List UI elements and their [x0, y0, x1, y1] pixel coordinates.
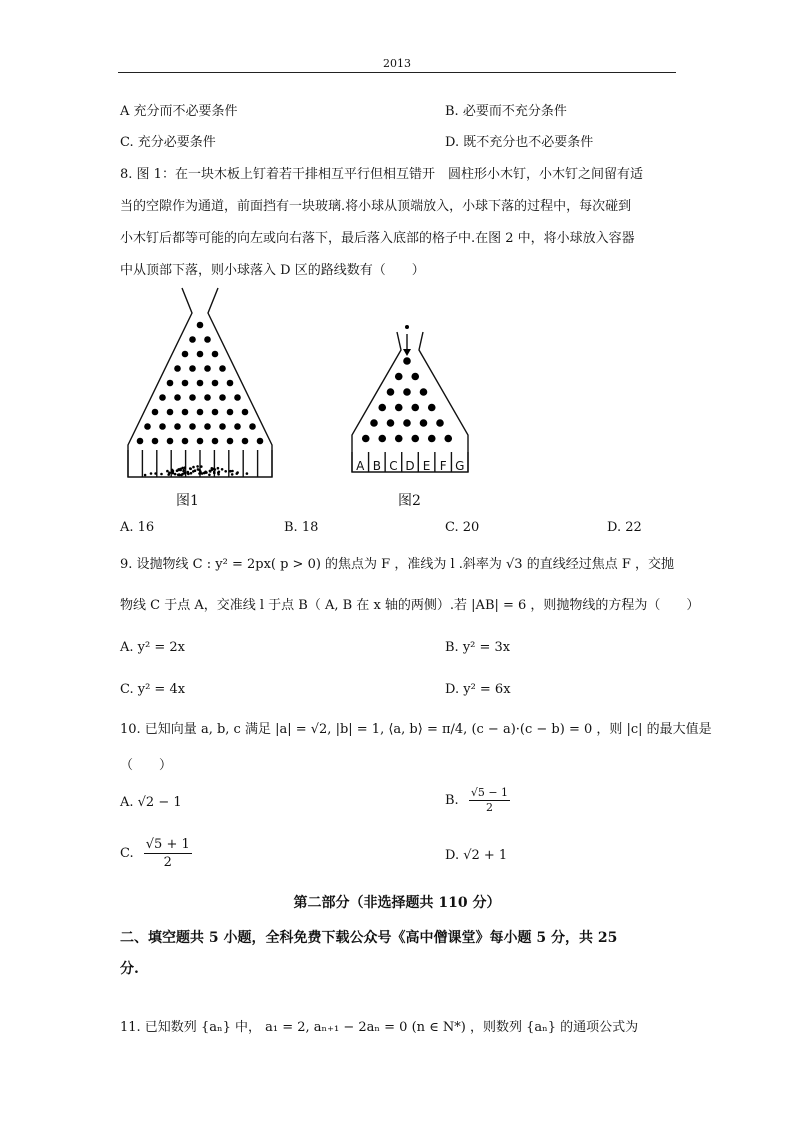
q9-line-2: 物线 C 于点 A，交准线 l 于点 B（ A, B 在 x 轴的两侧）.若 |AB| = 6 ，则抛物线的方程为（ ） [120, 598, 700, 613]
fig1-peg [167, 438, 174, 445]
q8-line-4: 中从顶部下落，则小球落入 D 区的路线数有（ ） [120, 263, 425, 278]
fig1-ball [231, 470, 234, 473]
fig1-ball [192, 466, 195, 469]
fig1-ball [197, 468, 200, 471]
fig1-ball [196, 465, 199, 468]
fig2-peg [362, 435, 370, 443]
q7-option-b: B. 必要而不充分条件 [445, 104, 567, 119]
fig2-peg [420, 419, 428, 427]
q8-line-2: 当的空隙作为通道，前面挡有一块玻璃.将小球从顶端放入，小球下落的过程中，每次碰到 [120, 199, 632, 214]
fig1-ball [224, 470, 227, 473]
fig1-ball [204, 471, 207, 474]
fig2-peg [387, 388, 395, 396]
fig1-peg [197, 409, 204, 416]
fig1-ball [213, 471, 216, 474]
q7-option-d: D. 既不充分也不必要条件 [445, 135, 594, 150]
q10-option-d: D. √2 + 1 [445, 848, 508, 863]
section-two-line-1: 二、填空题共 5 小题，全科免费下载公众号《高中僧课堂》每小题 5 分，共 25 [120, 930, 618, 946]
fig1-peg [242, 409, 249, 416]
fig1-peg [227, 409, 234, 416]
fig1-ball [187, 471, 190, 474]
bin-label-f: F [439, 459, 447, 473]
fig2-peg [395, 404, 403, 412]
fig2-peg [403, 357, 411, 365]
fig1-ball [217, 471, 220, 474]
fig1-ball [168, 472, 171, 475]
fig1-peg [182, 351, 189, 358]
fig1-peg [182, 438, 189, 445]
fig1-peg [189, 394, 196, 401]
fig1-peg [234, 423, 241, 430]
fig1-ball [150, 472, 153, 475]
fig1-peg [212, 438, 219, 445]
fig1-ball [217, 467, 220, 470]
fig1-peg [182, 380, 189, 387]
q10-line-2: （ ） [120, 758, 173, 773]
fig2-peg [378, 435, 386, 443]
fig1-ball [160, 473, 163, 476]
page-header-year: 2013 [383, 57, 411, 70]
fig2-container-outline [352, 332, 468, 472]
fig2-peg [395, 373, 403, 381]
q9-line-1: 9. 设抛物线 C : y² = 2px( p > 0) 的焦点为 F ，准线为 l .斜率为 √3 的直线经过焦点 F ，交抛 [120, 557, 674, 572]
figure-2-galton-board [345, 320, 475, 480]
fig1-ball [144, 474, 147, 477]
fig1-peg [152, 409, 159, 416]
bin-label-c: C [389, 459, 398, 473]
q10-option-a: A. √2 − 1 [120, 795, 182, 810]
fig1-peg [189, 365, 196, 372]
fig1-peg [182, 409, 189, 416]
fig2-falling-ball [405, 325, 409, 329]
fig1-peg [159, 394, 166, 401]
q10-option-c-denominator: 2 [163, 855, 172, 870]
fig2-peg [420, 388, 428, 396]
fig2-peg [428, 435, 436, 443]
fig1-peg [227, 438, 234, 445]
fig1-ball [246, 472, 249, 475]
fig1-ball [183, 472, 186, 475]
q10-option-b-denominator: 2 [485, 801, 493, 814]
fig1-ball [177, 474, 180, 477]
q10-option-c-numerator: √5 + 1 [145, 837, 190, 852]
fig1-peg [219, 365, 226, 372]
fig1-peg [257, 438, 264, 445]
q10-option-b [445, 786, 510, 815]
fig1-peg [197, 380, 204, 387]
part-two-title: 第二部分（非选择题共 110 分） [293, 895, 501, 911]
fig1-ball [174, 473, 177, 476]
q11-line: 11. 已知数列 {aₙ} 中， a₁ = 2, aₙ₊₁ − 2aₙ = 0 (n ∈ N*) ，则数列 {aₙ} 的通项公式为 [120, 1020, 639, 1035]
fig1-ball [171, 469, 174, 472]
fig1-ball [166, 470, 169, 473]
figure-2-caption: 图2 [398, 493, 421, 509]
fig1-peg [204, 423, 211, 430]
fig2-peg [378, 404, 386, 412]
q10-option-c-fraction [144, 836, 192, 871]
fig1-peg [167, 409, 174, 416]
header-rule [118, 72, 676, 73]
fig2-peg [428, 404, 436, 412]
q8-option-d: D. 22 [607, 520, 642, 535]
fig1-ball [189, 468, 192, 471]
fig1-peg [159, 423, 166, 430]
q9-option-a: A. y² = 2x [120, 640, 185, 655]
fig1-peg [212, 351, 219, 358]
fig1-peg [144, 423, 151, 430]
q9-option-b: B. y² = 3x [445, 640, 511, 655]
fig1-peg [249, 423, 256, 430]
fig1-ball [199, 470, 202, 473]
fig2-peg [403, 388, 411, 396]
fig1-peg [197, 438, 204, 445]
fig2-peg [403, 419, 411, 427]
q8-line-3: 小木钉后都等可能的向左或向右落下，最后落入底部的格子中.在图 2 中，将小球放入容器 [120, 231, 635, 246]
q8-option-c: C. 20 [445, 520, 480, 535]
fig1-ball [221, 468, 224, 471]
section-two-line-2: 分. [120, 961, 139, 977]
fig1-ball [214, 468, 217, 471]
q10-option-c [120, 836, 192, 871]
q8-option-b: B. 18 [284, 520, 319, 535]
fig1-peg [219, 423, 226, 430]
q10-option-b-numerator: √5 − 1 [470, 786, 509, 799]
bin-label-g: G [455, 459, 465, 473]
fig1-peg [242, 438, 249, 445]
fig1-peg [219, 394, 226, 401]
q7-option-c: C. 充分必要条件 [120, 135, 216, 150]
q8-line-1: 8. 图 1：在一块木板上钉着若干排相互平行但相互错开 圆柱形小木钉，小木钉之间留有适 [120, 167, 643, 182]
figure-2-bin-labels [352, 459, 468, 473]
fig1-peg [212, 380, 219, 387]
fig2-peg [411, 435, 419, 443]
fig1-ball [154, 472, 157, 475]
fig2-peg [370, 419, 378, 427]
q9-option-d: D. y² = 6x [445, 682, 511, 697]
figure-1-caption: 图1 [176, 493, 199, 509]
fig1-peg [204, 336, 211, 343]
fig1-peg [137, 438, 144, 445]
fig1-ball [184, 466, 187, 469]
fig1-peg [189, 423, 196, 430]
fig1-peg [204, 365, 211, 372]
fig1-ball [192, 470, 195, 473]
fig1-ball [200, 465, 203, 468]
fig2-peg [444, 435, 452, 443]
q7-option-a: A 充分而不必要条件 [120, 104, 238, 119]
bin-label-a: A [356, 459, 365, 473]
fig1-ball [201, 472, 204, 475]
fig1-ball [190, 472, 193, 475]
fig1-peg [197, 351, 204, 358]
q10-option-b-fraction [469, 786, 510, 815]
q9-option-c: C. y² = 4x [120, 682, 186, 697]
bin-label-d: D [405, 459, 415, 473]
fig1-peg [167, 380, 174, 387]
fig1-ball [231, 473, 234, 476]
fig1-ball [209, 470, 212, 473]
fig1-peg [197, 322, 204, 329]
fig1-peg [204, 394, 211, 401]
bin-label-e: E [422, 459, 431, 473]
fig1-peg [227, 380, 234, 387]
fig2-peg [411, 404, 419, 412]
fig1-ball [236, 471, 239, 474]
fig1-peg [174, 394, 181, 401]
fig2-peg [411, 373, 419, 381]
q10-option-b-label: B. [445, 793, 459, 808]
fig1-peg [174, 365, 181, 372]
fig1-peg [152, 438, 159, 445]
fig1-peg [174, 423, 181, 430]
q10-line-1: 10. 已知向量 a, b, c 满足 |a| = √2, |b| = 1, ⟨a, b⟩ = π/4, (c − a)·(c − b) = 0 ，则 |c| 的最大值是 [120, 722, 712, 737]
q8-option-a: A. 16 [120, 520, 155, 535]
fig1-ball [176, 469, 179, 472]
fig2-peg [436, 419, 444, 427]
fig1-peg [212, 409, 219, 416]
q10-option-c-label: C. [120, 846, 134, 861]
fig2-peg [387, 419, 395, 427]
bin-label-b: B [372, 459, 381, 473]
fig2-peg [395, 435, 403, 443]
fig1-peg [189, 336, 196, 343]
fig1-ball [179, 469, 182, 472]
figure-1-galton-board [120, 285, 280, 485]
fig1-peg [234, 394, 241, 401]
fig1-ball [208, 474, 211, 477]
fig2-arrow-head [403, 349, 411, 356]
